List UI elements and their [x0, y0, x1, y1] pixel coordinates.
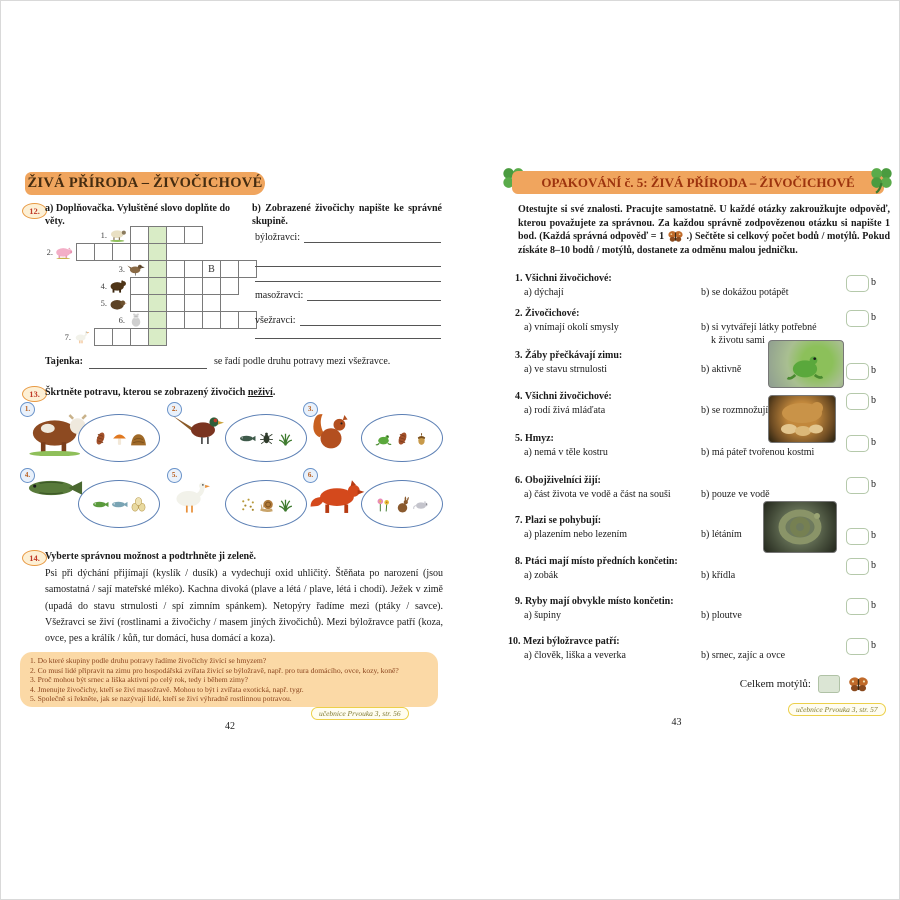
quiz-question-9	[515, 595, 890, 622]
crossword-cell[interactable]	[130, 226, 149, 244]
option-a[interactable]: a) dýchají	[524, 287, 564, 298]
quiz-question-2	[515, 307, 890, 346]
food-oval[interactable]	[78, 414, 160, 462]
snake-photo	[763, 501, 837, 553]
crossword-row-number: 3.	[118, 263, 125, 274]
crossword-cell[interactable]	[184, 277, 203, 295]
option-b[interactable]: b) ploutve	[701, 610, 742, 621]
instruction-period: .	[272, 387, 276, 398]
crossword-cell[interactable]	[148, 277, 167, 295]
haystack-icon	[130, 430, 147, 447]
animal-slot	[309, 410, 353, 452]
tajenka-blank[interactable]	[89, 358, 207, 369]
points-letter: b	[871, 600, 876, 611]
answer-blank[interactable]	[304, 232, 441, 243]
question-title: 6. Obojživelníci žijí:	[515, 475, 601, 486]
exercise-14-paragraph[interactable]: Psi při dýchání přijímají (kyslík / dusík) a vydechují oxid uhličitý. Štěňata po narození (jsou samostatná / sají mateřské mléko). Kachna divoká (plave a létá / plave, létá i chodí). Ježek v zimě (upadá do stavu strnulosti / spí zimním spánkem). Netopýry řadíme mezi (ptáky / savce). Všežravci se živí (rostlinami a živočichy / masem jiných živočichů). Mezi býložravce patří (koza, ovce, pes a králík / kůň, tur domácí, husa domácí a koza).	[45, 568, 443, 645]
points-letter: b	[871, 560, 876, 571]
discussion-question: 2. Co musí lidé připravit na zimu pro hospodářská zvířata živící se býložravě, např. pro tura domácího, ovce, kozy, koně?	[30, 665, 399, 675]
grain-icon	[239, 496, 256, 513]
pine-cone-icon	[394, 430, 411, 447]
crossword-cell[interactable]	[130, 243, 149, 261]
points-letter: b	[871, 530, 876, 541]
discussion-question: 5. Společně si řekněte, jak se nazývají lidé, kteří se živí výhradně rostlinnou potravou.	[30, 694, 292, 704]
question-title: 9. Ryby mají obvykle místo končetin:	[515, 596, 674, 607]
pine-cone-icon	[92, 430, 109, 447]
food-matching-item-5	[167, 468, 307, 532]
food-matching-item-1	[20, 402, 160, 466]
exercise-12a-instruction: a) Doplňovačka. Vyluštěné slovo doplňte do věty.	[45, 203, 231, 227]
crossword-cell[interactable]	[220, 260, 239, 278]
item-number-badge: 3.	[303, 402, 318, 417]
crossword-clue-hamster	[108, 312, 146, 327]
food-oval[interactable]	[225, 414, 307, 462]
group-herbivores-row	[255, 232, 441, 243]
quiz-question-8	[515, 555, 890, 582]
crossword-row-number: 7.	[64, 331, 71, 342]
option-b[interactable]: b) křídla	[701, 570, 736, 581]
answer-blank[interactable]	[307, 290, 441, 301]
grass-icon	[277, 430, 294, 447]
tajenka-sentence: se řadí podle druhu potravy mezi všežravce.	[213, 356, 391, 367]
exercise-12-badge: 12.	[22, 203, 47, 219]
crossword-cell[interactable]	[94, 243, 113, 261]
total-score-box[interactable]	[818, 675, 840, 693]
food-oval[interactable]	[361, 414, 443, 462]
beetle-icon	[258, 430, 275, 447]
option-b[interactable]: b) aktivně	[701, 364, 742, 375]
acorn-icon	[413, 430, 430, 447]
answer-box[interactable]	[846, 435, 869, 452]
option-a[interactable]: a) vnímají okolí smysly	[524, 322, 619, 333]
points-letter: b	[871, 640, 876, 651]
page-number: 43	[671, 717, 682, 728]
item-number-badge: 2.	[167, 402, 182, 417]
mushroom-icon	[111, 430, 128, 447]
option-a[interactable]: a) zobák	[524, 570, 559, 581]
crossword-row-number: 6.	[118, 314, 125, 325]
exercise-14-instruction: Vyberte správnou možnost a podtrhněte ji zeleně.	[45, 551, 257, 562]
crossword-cell[interactable]	[166, 260, 185, 278]
option-b-line2: k životu sami	[711, 335, 765, 346]
crossword-cell[interactable]	[94, 328, 113, 346]
points-letter: b	[871, 365, 876, 376]
question-title: 5. Hmyz:	[515, 433, 554, 444]
points-letter: b	[871, 312, 876, 323]
points-letter: b	[871, 395, 876, 406]
question-title: 7. Plazi se pohybují:	[515, 515, 602, 526]
group-omnivores-row	[255, 315, 441, 326]
crossword-row-number: 5.	[100, 297, 107, 308]
quiz-question-10	[508, 635, 890, 662]
crossword-clue-sheep	[90, 227, 128, 242]
page-title: OPAKOVÁNÍ č. 5: ŽIVÁ PŘÍRODA – ŽIVOČICHOVÉ	[541, 175, 855, 190]
crossword-cell[interactable]	[184, 260, 203, 278]
crossword-cell[interactable]	[202, 277, 221, 295]
butterfly-icon	[667, 230, 684, 243]
crossword-clue-mole	[90, 295, 128, 310]
option-a[interactable]: a) nemá v těle kostru	[524, 447, 608, 458]
question-title: 4. Všichni živočichové:	[515, 391, 612, 402]
discussion-question: 3. Proč mohou být srnec a liška aktivní po celý rok, tedy i během zimy?	[30, 675, 249, 685]
pike-icon	[26, 476, 84, 500]
exercise-14-badge: 14.	[22, 550, 47, 566]
page-number: 42	[225, 721, 235, 732]
item-number-badge: 1.	[20, 402, 35, 417]
tajenka-label: Tajenka:	[45, 356, 83, 367]
question-title: 10. Mezi býložravce patří:	[508, 636, 620, 647]
group-label: všežravci:	[255, 315, 296, 326]
discussion-question: 1. Do které skupiny podle druhu potravy řadíme živočichy živící se hmyzem?	[30, 656, 267, 665]
pheasant-icon	[173, 410, 229, 446]
answer-box[interactable]	[846, 275, 869, 292]
option-a[interactable]: a) ve stavu strnulosti	[524, 364, 608, 375]
snail-icon	[258, 496, 275, 513]
quiz-intro-text	[518, 203, 890, 257]
item-number-badge: 4.	[20, 468, 35, 483]
item-number-badge: 6.	[303, 468, 318, 483]
crossword-cell[interactable]	[148, 311, 167, 329]
quiz-question-6	[515, 474, 890, 501]
hamster-icon	[126, 313, 146, 327]
answer-box[interactable]	[846, 393, 869, 410]
crossword-cell[interactable]	[112, 243, 131, 261]
crossword-clue-sparrow	[108, 261, 146, 276]
option-b[interactable]: b) se dokážou potápět	[701, 287, 789, 298]
frog-icon	[375, 430, 392, 447]
total-score-row	[460, 675, 890, 693]
crossword-clue-pig	[36, 244, 74, 259]
option-b[interactable]: b) srnec, zajíc a ovce	[701, 650, 786, 661]
answer-box[interactable]	[846, 558, 869, 575]
option-b[interactable]: b) létáním	[701, 529, 742, 540]
question-title: 3. Žáby přečkávají zimu:	[515, 350, 623, 361]
pig-icon	[54, 245, 74, 259]
option-a[interactable]: a) šupiny	[524, 610, 561, 621]
grass-icon	[277, 496, 294, 513]
left-page-title-banner	[25, 172, 265, 195]
crossword-cell[interactable]	[148, 260, 167, 278]
crossword-cell[interactable]	[238, 260, 257, 278]
total-label: Celkem motýlů:	[739, 678, 811, 690]
frog-icon	[785, 347, 825, 381]
fish-blue-icon	[111, 496, 128, 513]
crossword-grid	[46, 226, 258, 348]
tree-frog-photo	[768, 340, 844, 388]
crossword-cell[interactable]	[112, 328, 131, 346]
bear-icon	[108, 279, 128, 293]
crossword-row-number: 4.	[100, 280, 107, 291]
food-matching-section	[17, 402, 443, 534]
mole-icon	[108, 296, 128, 310]
answer-blank[interactable]	[300, 315, 441, 326]
item-number-badge: 5.	[167, 468, 182, 483]
crossword-cell[interactable]	[166, 294, 185, 312]
discussion-questions-box	[20, 652, 438, 707]
crossword-cell[interactable]	[148, 294, 167, 312]
crossword-clue-goose	[54, 329, 92, 344]
crossword-cell[interactable]	[130, 277, 149, 295]
answer-box[interactable]	[846, 638, 869, 655]
question-title: 1. Všichni živočichové:	[515, 273, 612, 284]
crossword-cell[interactable]	[130, 294, 149, 312]
instruction-underlined-word: neživí	[247, 387, 273, 398]
crossword-cell[interactable]	[130, 328, 149, 346]
fish-green-icon	[92, 496, 109, 513]
food-matching-item-4	[20, 468, 160, 532]
squirrel-icon	[309, 410, 353, 452]
goose-icon	[72, 330, 92, 344]
food-oval[interactable]	[361, 480, 443, 528]
answer-blank[interactable]	[255, 266, 441, 267]
points-letter: b	[871, 277, 876, 288]
instruction-text: Škrtněte potravu, kterou se zobrazený živočich	[45, 387, 248, 398]
flower-icon	[375, 496, 392, 513]
snake-icon	[764, 502, 836, 552]
intro-text-before: Otestujte si své znalosti. Pracujte samostatně. U každé otázky zakroužkujte odpověď, kterou považujete za správnou. Za každou správně zodpovězenou otázku si napište 1 bod. (Každá správná odpověď = 1	[518, 204, 890, 243]
option-a[interactable]: a) plazením nebo lezením	[524, 529, 628, 540]
textbook-reference-badge: učebnice Prvouka 3, str. 56	[311, 707, 409, 720]
crossword-cell[interactable]	[184, 311, 203, 329]
answer-box[interactable]	[846, 363, 869, 380]
sheep-icon	[108, 228, 128, 242]
crossword-cell[interactable]	[148, 226, 167, 244]
crossword-cell[interactable]	[76, 243, 95, 261]
crossword-cell[interactable]	[166, 277, 185, 295]
page-title: ŽIVÁ PŘÍRODA – ŽIVOČICHOVÉ	[27, 175, 263, 191]
group-label: masožravci:	[255, 290, 304, 301]
crossword-cell[interactable]	[184, 226, 203, 244]
option-a[interactable]: a) člověk, liška a veverka	[524, 650, 626, 661]
answer-blank[interactable]	[255, 338, 441, 339]
food-oval[interactable]	[225, 480, 307, 528]
discussion-question: 4. Jmenujte živočichy, kteří se živí masožravě. Mohou to být i zvířata exotická, např. tygr.	[30, 684, 304, 694]
crossword-cell[interactable]	[148, 243, 167, 261]
fish-icon	[239, 430, 256, 447]
clover-icon	[868, 165, 895, 194]
goose-icon	[173, 476, 211, 518]
crossword-cell[interactable]: B	[202, 260, 221, 278]
right-page-title-banner	[512, 171, 884, 194]
right-page	[460, 165, 893, 735]
food-matching-item-6	[303, 468, 443, 532]
answer-box[interactable]	[846, 598, 869, 615]
dog-icon	[769, 396, 835, 442]
animal-slot	[173, 476, 211, 518]
crossword-cell[interactable]	[202, 294, 221, 312]
mouse-icon	[413, 496, 430, 513]
crossword-row-number: 2.	[46, 246, 53, 257]
group-label: býložravci:	[255, 232, 300, 243]
option-b[interactable]: b) si vytvářejí látky potřebné	[701, 322, 817, 333]
question-title: 8. Ptáci mají místo předních končetin:	[515, 556, 678, 567]
butterfly-icon	[847, 676, 870, 693]
answer-box[interactable]	[846, 528, 869, 545]
crossword-cell[interactable]	[184, 294, 203, 312]
crossword-cell[interactable]	[166, 311, 185, 329]
option-b[interactable]: b) má páteř tvořenou kostmi	[701, 447, 815, 458]
animal-slot	[173, 410, 229, 446]
question-title: 2. Živočichové:	[515, 308, 580, 319]
tajenka-row	[45, 356, 443, 369]
answer-blank[interactable]	[255, 281, 441, 282]
option-b[interactable]: b) se rozmnožují	[701, 405, 769, 416]
sparrow-icon	[126, 262, 146, 276]
fox-icon	[309, 476, 367, 514]
answer-box[interactable]	[846, 310, 869, 327]
hare-icon	[394, 496, 411, 513]
crossword-cell[interactable]	[166, 226, 185, 244]
crossword-clue-bear	[90, 278, 128, 293]
food-matching-item-3	[303, 402, 443, 466]
crossword-cell[interactable]	[202, 311, 221, 329]
exercise-13-instruction	[45, 387, 443, 400]
animal-slot	[26, 476, 84, 500]
textbook-reference-badge: učebnice Prvouka 3, str. 57	[788, 703, 886, 716]
exercise-13-badge: 13.	[22, 386, 47, 402]
food-oval[interactable]	[78, 480, 160, 528]
group-carnivores-row	[255, 290, 441, 301]
option-a[interactable]: a) rodí živá mláďata	[524, 405, 606, 416]
crossword-row-number: 1.	[100, 229, 107, 240]
exercise-12b-instruction: b) Zobrazené živočichy napište ke správné skupině.	[252, 203, 442, 227]
crossword-cell[interactable]	[220, 277, 239, 295]
intro-text-after: .) Sečtěte si celkový počet bodů / motýlů. Pokud získáte 8–10 bodů / motýlů, dostanete za odměnu malou jedničku.	[518, 231, 891, 256]
food-matching-item-2	[167, 402, 307, 466]
answer-box[interactable]	[846, 477, 869, 494]
dog-with-puppies-photo	[768, 395, 836, 443]
points-letter: b	[871, 479, 876, 490]
points-letter: b	[871, 437, 876, 448]
left-page	[15, 170, 445, 735]
eggs-icon	[130, 496, 147, 513]
crossword-cell[interactable]	[220, 311, 239, 329]
quiz-question-1	[515, 272, 890, 299]
crossword-cell[interactable]	[148, 328, 167, 346]
option-a[interactable]: a) část života ve vodě a část na souši	[524, 489, 671, 500]
animal-slot	[309, 476, 367, 514]
option-b[interactable]: b) pouze ve vodě	[701, 489, 770, 500]
